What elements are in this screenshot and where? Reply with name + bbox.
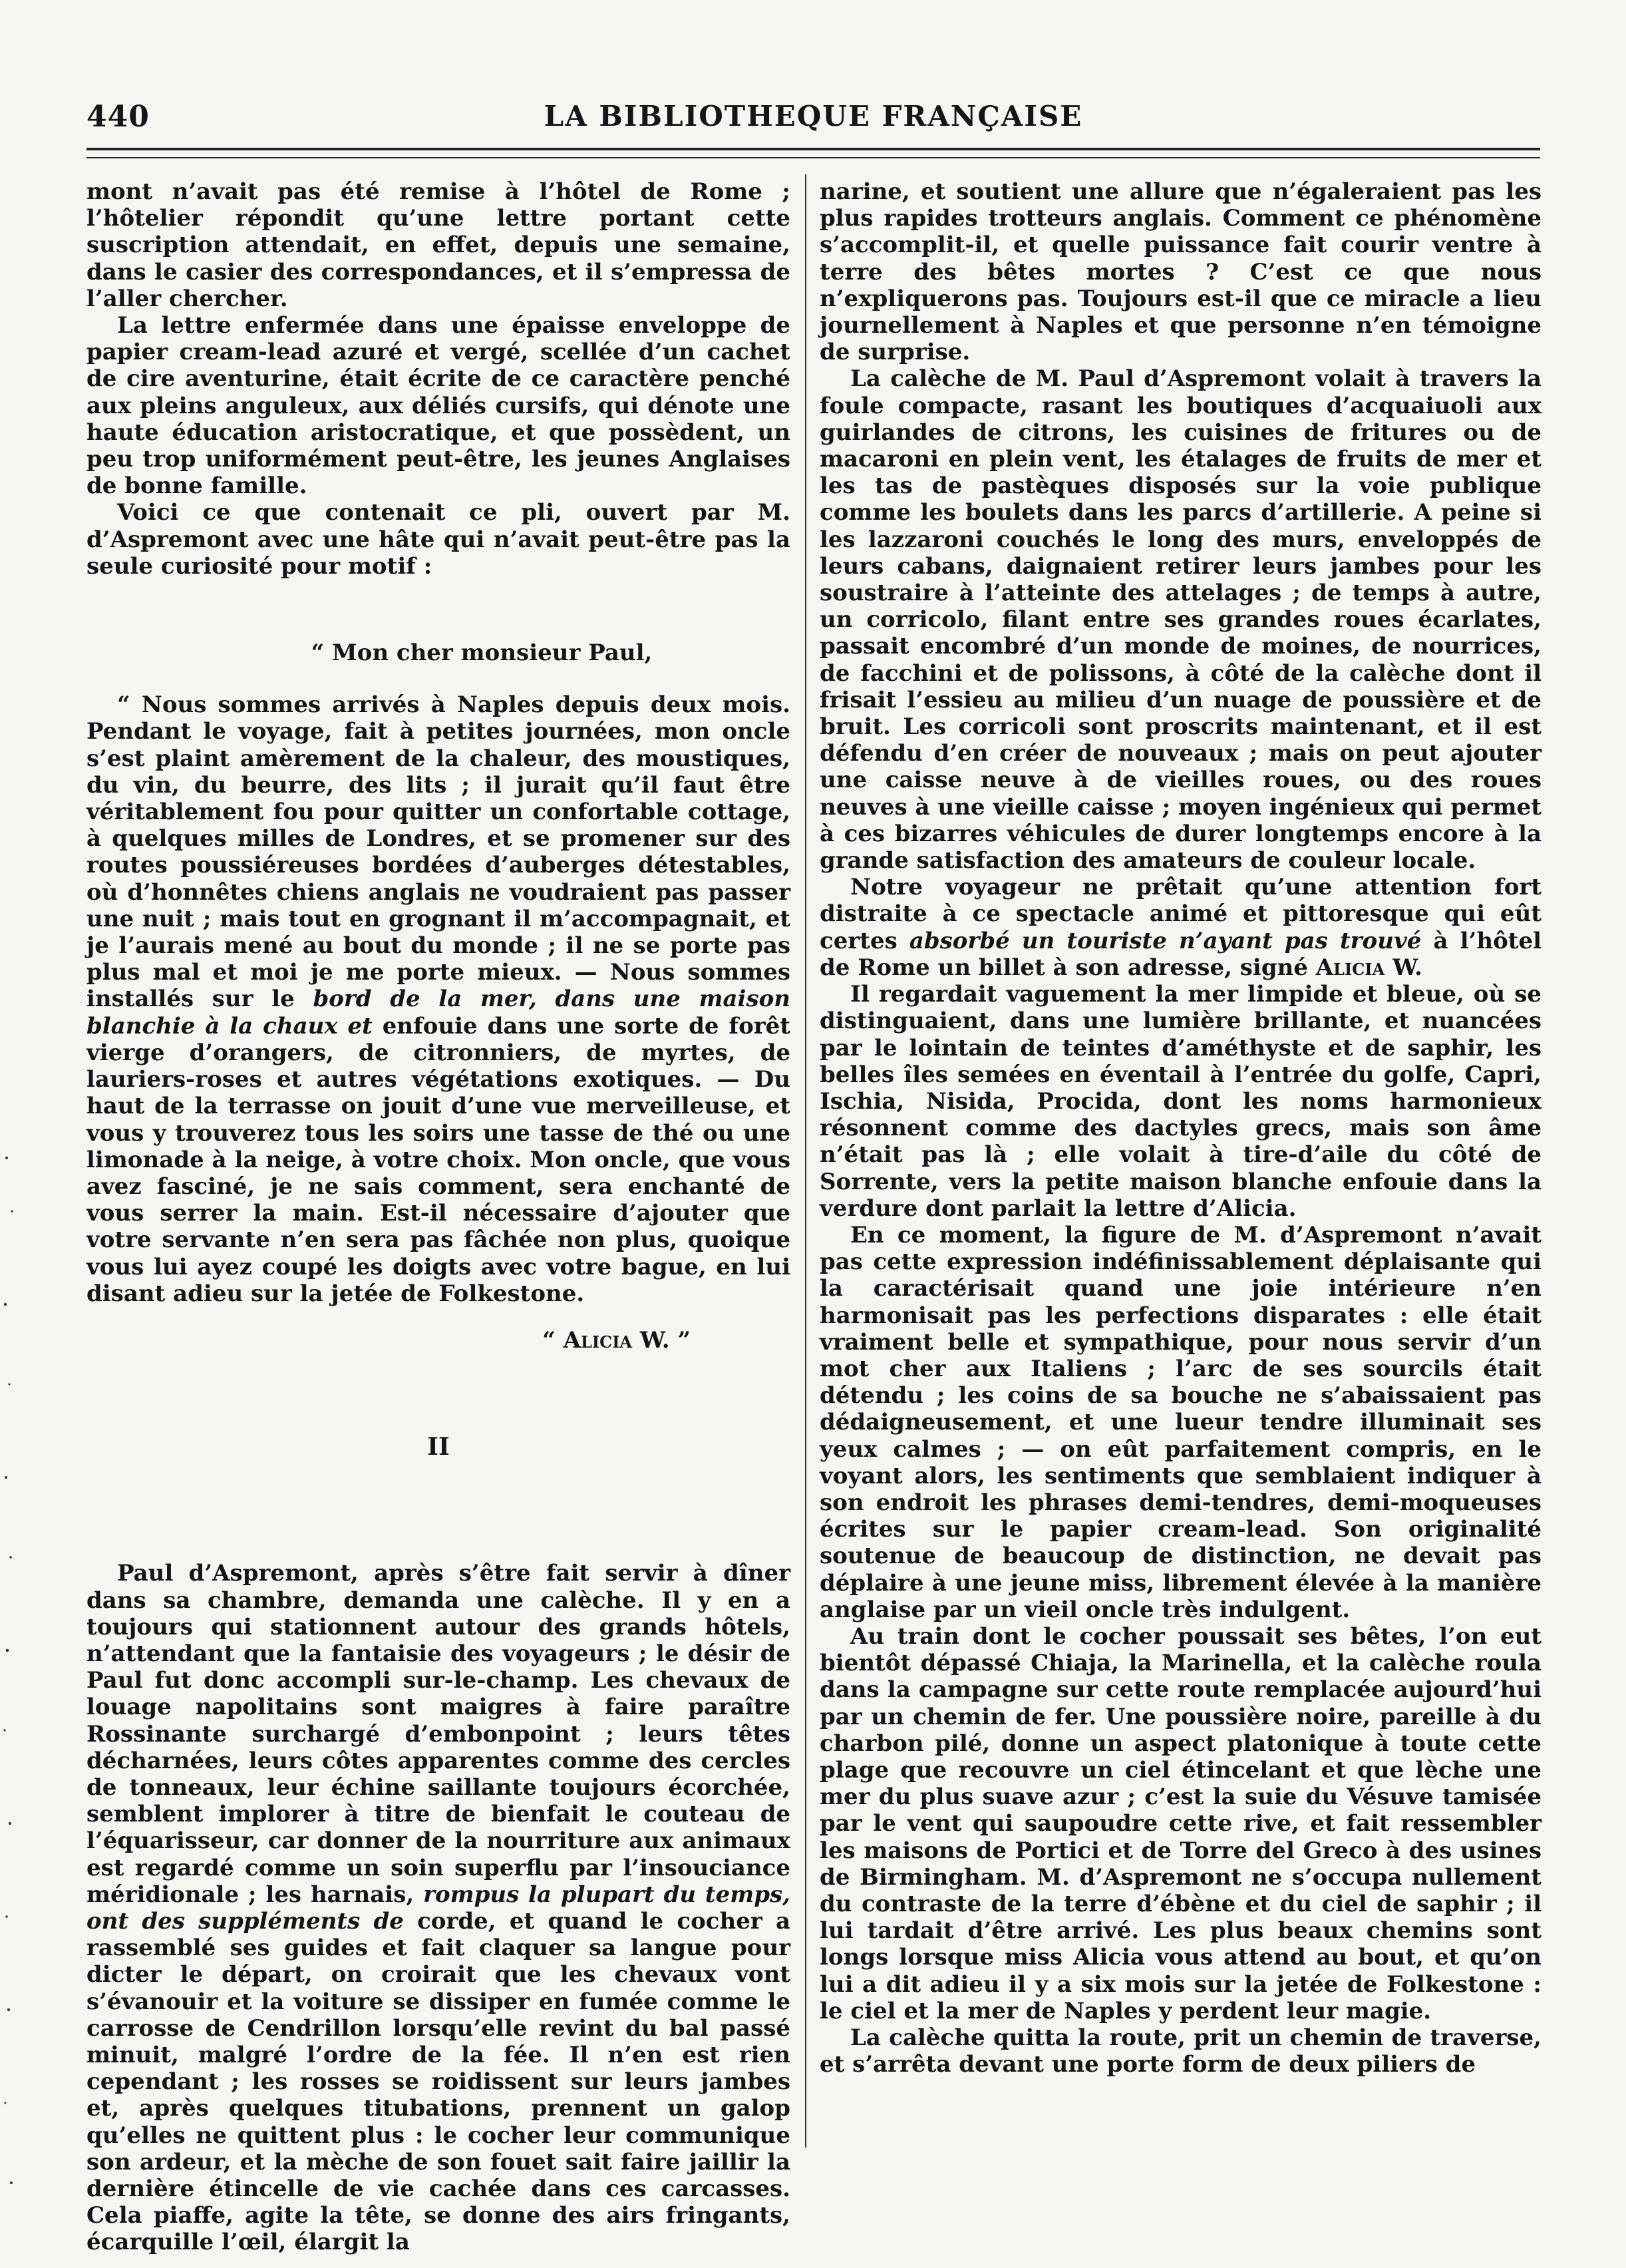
letter-salutation: “ Mon cher monsieur Paul, [311, 640, 653, 667]
letter-body [86, 691, 790, 1307]
paragraph-text: Paul d’Aspremont, après s’être fait servir à dîner dans sa chambre, demanda une calèche. Il y en a toujours qui stationnent autour des grands hôtels, n’attendant que la fantaisie des voyageurs ; le désir de Paul fut donc accompli sur-le-champ. Les chevaux de louage napolitains sont maigres à faire paraître Rossinante surchargé d’embonpoint ; leurs têtes décharnées, leurs côtes apparentes comme des cercles de tonneaux, leur échine saillante toujours écorchée, semblent implorer à titre de bienfait le couteau de l’équarisseur, car donner de la nourriture aux animaux est regardé comme un soin superflu par l’insouciance méridionale ; les harnais, [86, 1560, 790, 1908]
paragraph: En ce moment, la figure de M. d’Aspremont n’avait pas cette expression indéfinissablement déplaisante qui la caractérisait quand une joie intérieure n’en harmonisait pas les perfections disparates : elle était vraiment belle et sympathique, pour nous servir d’un mot cher aux Italiens ; l’arc de ses sourcils était détendu ; les coins de sa bouche ne s’abaissaient pas dédaigneusement, et une lueur tendre illuminait ses yeux calmes ; — on eût parfaitement compris, en le voyant alors, les sentiments que semblaient indiquer à son endroit les phrases demi-tendres, demi-moqueuses écrites sur le papier cream-lead. Son originalité soutenue de beaucoup de distinction, ne devait pas déplaire à une jeune miss, librement élevée à la manière anglaise par un vieil oncle très indulgent. [820, 1221, 1542, 1623]
paragraph: La lettre enfermée dans une épaisse enveloppe de papier cream-lead azuré et vergé, scellée d’un cachet de cire aventurine, était écrite de ce caractère penché aux pleins anguleux, aux déliés cursifs, qui dénote une haute éducation aristocratique, et que possèdent, un peu trop uniformément peut-être, les jeunes Anglaises de bonne famille. [86, 312, 790, 500]
paragraph: La calèche de M. Paul d’Aspremont volait à travers la foule compacte, rasant les boutiques d’acquaiuoli aux guirlandes de citrons, les cuisines de fritures ou de macaroni en plein vent, les étalages de fruits de mer et les tas de pastèques disposés sur la voie publique comme les boulets dans les parcs d’artillerie. A peine si les lazzaroni couchés le long des murs, enveloppés de leurs cabans, daignaient retirer leurs jambes pour les soustraire à l’atteinte des attelages ; de temps à autre, un corricolo, filant entre ses grandes roues écarlates, passait encombré d’un monde de moines, de nourrices, de facchini et de polissons, à côté de la calèche dont il frisait l’essieu au milieu d’un nuage de poussière et de bruit. Les corricoli sont proscrits maintenant, et il est défendu d’en créer de nouveaux ; mais on peut ajouter une caisse neuve à de vieilles roues, ou des roues neuves à une vieille caisse ; moyen ingénieux qui permet à ces bizarres véhicules de durer longtemps encore à la grande satisfaction des amateurs de couleur locale. [820, 365, 1542, 874]
running-title: LA BIBLIOTHEQUE FRANÇAISE [544, 100, 1083, 132]
margin-specks [0, 1131, 27, 2263]
paragraph-text: Notre voyageur ne prêtait qu’une attention fort distraite à ce spectacle animé et pittoresque qui eût certes [820, 874, 1542, 954]
paragraph [820, 874, 1542, 981]
paragraph: Voici ce que contenait ce pli, ouvert par M. d’Aspremont avec une hâte qui n’avait peut-être pas la seule curiosité pour motif : [86, 499, 790, 580]
paragraph: Au train dont le cocher poussait ses bêtes, l’on eut bientôt dépassé Chiaja, la Marinella, et la calèche roula dans la campagne sur cette route remplacée aujourd’hui par un chemin de fer. Une poussière noire, pareille à du charbon pilé, donne un aspect platonique à toute cette plage que recouvre un ciel étincelant et que lèche une mer du plus suave azur ; c’est la suie du Vésuve tamisée par le vent qui saupoudre cette rive, et fait ressembler les maisons de Portici et de Torre del Greco à des usines de Birmingham. M. d’Aspremont ne s’occupa nullement du contraste de la terre d’ébène et du ciel de saphir ; il lui tardait d’être arrivé. Les plus beaux chemins sont longs lorsque miss Alicia vous attend au bout, et qu’on lui a dit adieu il y a six mois sur la jetée de Folkestone : le ciel et la mer de Naples y perdent leur magie. [820, 1622, 1542, 2024]
paragraph: narine, et soutient une allure que n’égaleraient pas les plus rapides trotteurs anglais. Comment ce phénomène s’accomplit-il, et quelle puissance fait courir ventre à terre des bêtes mortes ? C’est ce que nous n’expliquerons pas. Toujours est-il que ce miracle a lieu journellement à Naples et que personne n’en témoigne de surprise. [820, 178, 1542, 366]
small-caps-name: Alicia W. [1315, 954, 1422, 981]
left-column [86, 178, 791, 2256]
header-double-rule [86, 148, 1540, 158]
letter-text: enfouie dans une sorte de forêt vierge d’orangers, de citronniers, de myrtes, de lauriers-roses et autres végétations exotiques. — Du haut de la terrasse on jouit d’une vue merveilleuse, et vous y trouverez tous les soirs une tasse de thé ou une limonade à la neige, à votre choix. Mon oncle, que vous avez fasciné, je ne sais comment, sera enchanté de vous serrer la main. Est-il nécessaire d’ajouter que votre servante n’en sera pas fâchée non plus, quoique vous lui ayez coupé les doigts avec votre bague, en lui disant adieu sur la jetée de Folkestone. [86, 1012, 790, 1307]
letter-text: “ Nous sommes arrivés à Naples depuis deux mois. Pendant le voyage, fait à petites journées, mon oncle s’est plaint amèrement de la chaleur, des moustiques, du vin, du beurre, des lits ; il jurait qu’il faut être véritablement fou pour quitter un confortable cottage, à quelques milles de Londres, et se promener sur des routes poussiéreuses bordées d’auberges détestables, où d’honnêtes chiens anglais ne voudraient pas passer une nuit ; mais tout en grognant il m’accompagnait, et je l’aurais mené au bout du monde ; il ne se porte pas plus mal et moi je me porte mieux. — Nous sommes installés sur le [86, 691, 790, 1013]
letter-signature: “ Alicia W. ” [542, 1326, 691, 1354]
section-number: II [427, 1433, 450, 1461]
page-header [86, 100, 1540, 140]
paragraph: mont n’avait pas été remise à l’hôtel de Rome ; l’hôtelier répondit qu’une lettre portant cette suscription attendait, en effet, depuis une semaine, dans le casier des correspondances, et il s’empressa de l’aller chercher. [86, 178, 790, 312]
letter-italic-text: bord de la mer, dans une maison blanchie à la chaux et [86, 986, 790, 1040]
italic-text: absorbé un touriste n’ayant pas trouvé [909, 927, 1422, 954]
paragraph-text: corde, et quand le cocher a rassemblé ses guides et fait claquer sa langue pour dicter le départ, on croirait que les chevaux vont s’évanouir et la voiture se dissiper en fumée comme le carrosse de Cendrillon lorsqu’elle revint du bal passé minuit, malgré l’ordre de la fée. Il n’en est rien cependant ; les rosses se roidissent sur leurs jambes et, après quelques titubations, prennent un galop qu’elles ne quittent plus : le cocher leur communique son ardeur, et la mèche de son fouet sait faire jaillir la dernière étincelle de vie cachée dans ces carcasses. Cela piaffe, agite la tête, se donne des airs fringants, écarquille l’œil, élargit la [86, 1907, 790, 2256]
right-column [820, 178, 1542, 2142]
paragraph-text: à l’hôtel de Rome un billet à son adresse, signé [820, 927, 1542, 981]
column-divider [805, 174, 806, 2148]
page-number: 440 [86, 100, 150, 134]
paragraph [86, 1560, 790, 2255]
italic-text: rompus la plupart du temps, ont des suppléments de [86, 1881, 791, 1935]
paragraph: La calèche quitta la route, prit un chemin de traverse, et s’arrêta devant une porte form de deux piliers de [820, 2024, 1542, 2078]
paragraph: Il regardait vaguement la mer limpide et bleue, où se distinguaient, dans une lumière brillante, et nuancées par le lointain de teintes d’améthyste et de saphir, les belles îles semées en éventail à l’entrée du golfe, Capri, Ischia, Nisida, Procida, dont les noms harmonieux résonnent comme des dactyles grecs, mais son âme n’était pas là ; elle volait à tire-d’aile du côté de Sorrente, vers la petite maison blanche enfouie dans la verdure dont parlait la lettre d’Alicia. [820, 981, 1542, 1222]
